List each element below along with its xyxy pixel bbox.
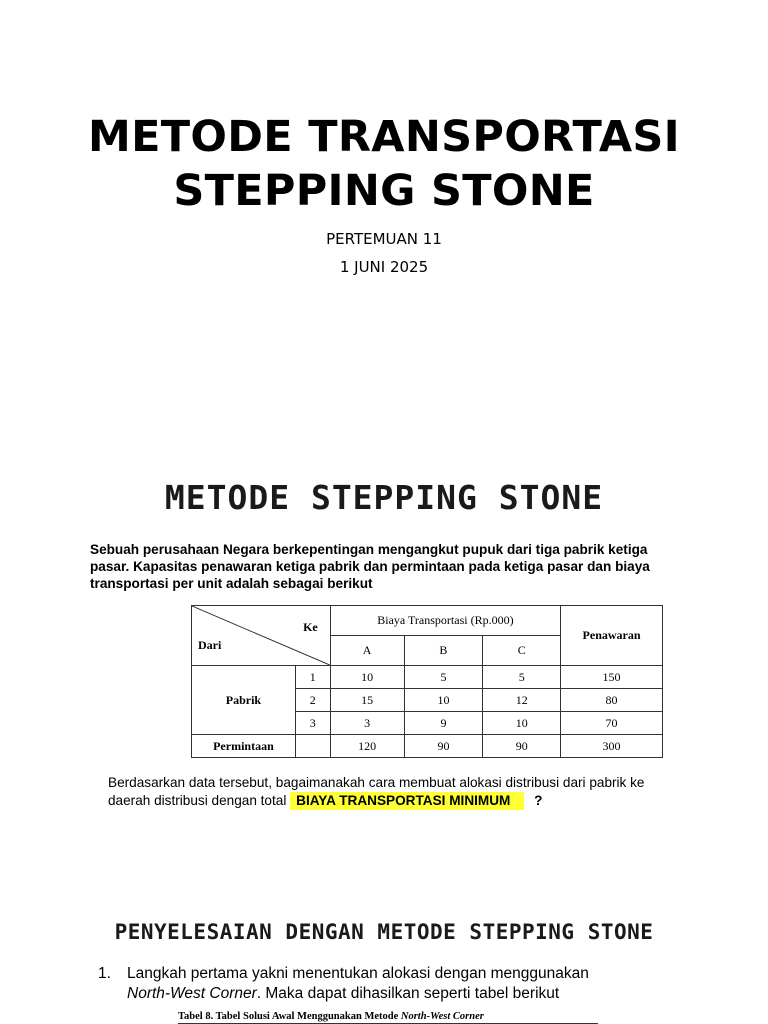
supply-cell: 70 bbox=[561, 712, 663, 735]
question-line-1: Berdasarkan data tersebut, bagaimanakah cara membuat alokasi distribusi dari pabrik ke bbox=[108, 775, 645, 790]
step-1 bbox=[98, 964, 698, 1004]
problem-intro: Sebuah perusahaan Negara berkepentingan mengangkut pupuk dari tiga pabrik ketiga pasar. Kapasitas penawaran ketiga pabrik dan permintaan pada ketiga pasar dan biaya transportasi per unit adalah sebagai berikut bbox=[90, 542, 650, 591]
step-line-2 bbox=[127, 984, 698, 1004]
demand-cell: 120 bbox=[330, 735, 404, 758]
demand-cell: 90 bbox=[404, 735, 483, 758]
column-header-a: A bbox=[330, 636, 404, 666]
title-line-2: STEPPING STONE bbox=[173, 166, 595, 216]
highlight-minimum-cost: BIAYA TRANSPORTASI MINIMUM bbox=[290, 792, 524, 810]
dari-label: Dari bbox=[198, 638, 222, 652]
diagonal-line bbox=[192, 606, 330, 665]
row-id: 2 bbox=[295, 689, 330, 712]
cost-cell: 3 bbox=[330, 712, 404, 735]
demand-label: Permintaan bbox=[192, 735, 296, 758]
caption-text: Tabel 8. Tabel Solusi Awal Menggunakan Metode bbox=[178, 1011, 401, 1022]
question-text bbox=[108, 774, 708, 810]
header-diagonal-cell bbox=[192, 606, 331, 666]
column-header-b: B bbox=[404, 636, 483, 666]
caption-italic: North-West Corner bbox=[400, 1011, 484, 1022]
cost-cell: 10 bbox=[404, 689, 483, 712]
cost-cell: 10 bbox=[483, 712, 561, 735]
row-id: 1 bbox=[295, 666, 330, 689]
section-title-stepping-stone: METODE STEPPING STONE bbox=[164, 478, 604, 517]
cost-cell: 5 bbox=[483, 666, 561, 689]
meeting-label: PERTEMUAN 11 bbox=[326, 230, 442, 248]
table-caption bbox=[178, 1011, 598, 1024]
demand-row bbox=[192, 735, 663, 758]
table-row bbox=[192, 666, 663, 689]
supply-cell: 150 bbox=[561, 666, 663, 689]
cost-header: Biaya Transportasi (Rp.000) bbox=[330, 606, 560, 636]
total-cell: 300 bbox=[561, 735, 663, 758]
cost-cell: 10 bbox=[330, 666, 404, 689]
pabrik-label: Pabrik bbox=[192, 666, 296, 735]
north-west-corner-term: North-West Corner bbox=[127, 985, 257, 1002]
slide-title bbox=[0, 110, 768, 218]
cost-cell: 12 bbox=[483, 689, 561, 712]
cost-cell: 9 bbox=[404, 712, 483, 735]
supply-cell: 80 bbox=[561, 689, 663, 712]
row-id: 3 bbox=[295, 712, 330, 735]
date-label: 1 JUNI 2025 bbox=[339, 258, 429, 276]
question-line-2: daerah distribusi dengan total bbox=[108, 793, 287, 808]
cost-cell: 15 bbox=[330, 689, 404, 712]
question-mark: ? bbox=[534, 793, 543, 808]
step-number: 1. bbox=[98, 965, 111, 982]
step-line-2-rest: . Maka dapat dihasilkan seperti tabel berikut bbox=[256, 985, 560, 1002]
transport-cost-table bbox=[191, 605, 663, 758]
cost-cell: 5 bbox=[404, 666, 483, 689]
section-title-solution: PENYELESAIAN DENGAN METODE STEPPING STONE bbox=[114, 920, 654, 944]
ke-label: Ke bbox=[303, 620, 318, 634]
demand-cell: 90 bbox=[483, 735, 561, 758]
empty-cell bbox=[295, 735, 330, 758]
title-line-1: METODE TRANSPORTASI bbox=[88, 112, 680, 162]
step-line-1: Langkah pertama yakni menentukan alokasi dengan menggunakan bbox=[127, 965, 589, 982]
column-header-c: C bbox=[483, 636, 561, 666]
supply-header: Penawaran bbox=[561, 606, 663, 666]
